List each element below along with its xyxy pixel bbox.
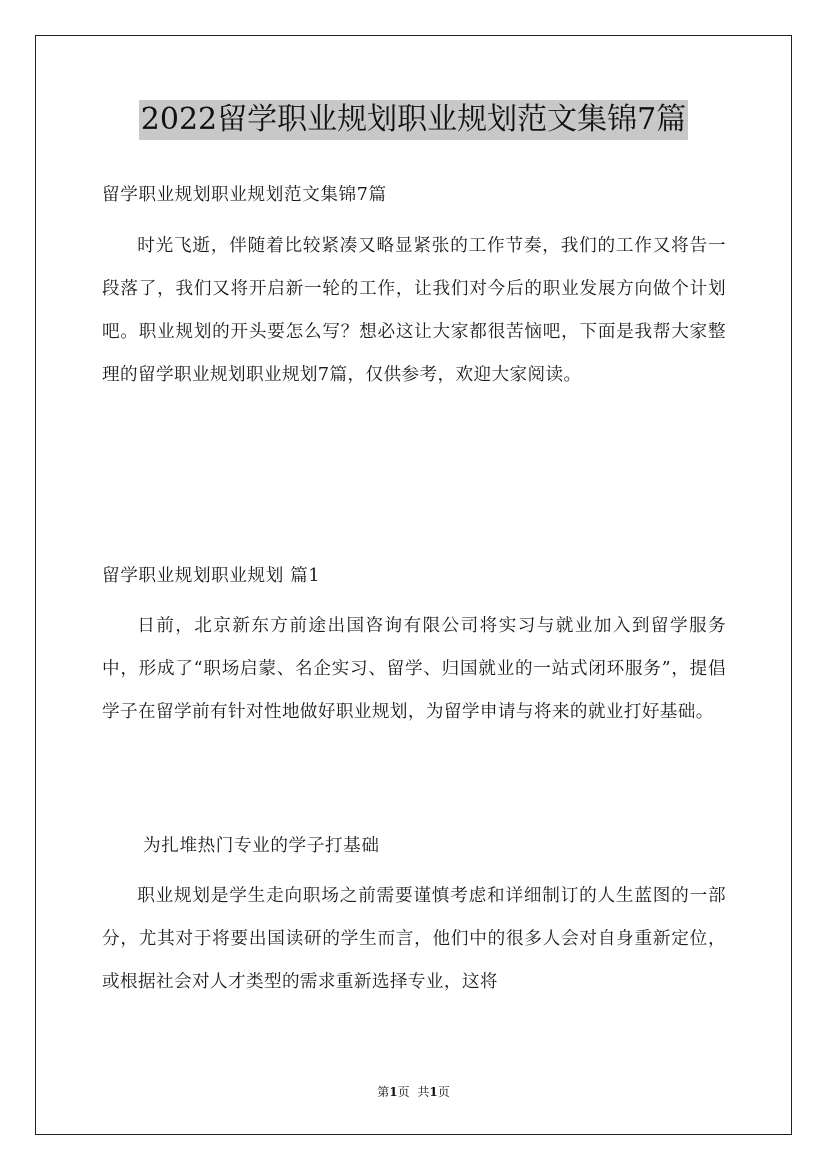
footer-total-suffix: 页 [437,1085,450,1099]
footer-total-number: 1 [429,1085,438,1099]
footer-page-suffix: 页 [397,1085,410,1099]
document-subtitle: 留学职业规划职业规划范文集锦7篇 [102,185,387,205]
footer-total-prefix: 共 [417,1085,430,1099]
section-heading: 留学职业规划职业规划 篇1 [102,566,321,586]
section-paragraph-1: 日前，北京新东方前途出国咨询有限公司将实习与就业加入到留学服务中，形成了“职场启蒙、名企实习、留学、归国就业的一站式闭环服务”，提倡学子在留学前有针对性地做好职业规划，为留学申请与将来的就业打好基础。 [102,616,726,722]
document-title: 2022留学职业规划职业规划范文集锦7篇 [139,100,688,140]
footer-page-prefix: 第 [377,1085,390,1099]
section-subheading: 为扎堆热门专业的学子打基础 [143,836,380,856]
intro-paragraph: 时光飞逝，伴随着比较紧凑又略显紧张的工作节奏，我们的工作又将告一段落了，我们又将开启新一轮的工作，让我们对今后的职业发展方向做个计划吧。职业规划的开头要怎么写？想必这让大家都很苦恼吧，下面是我帮大家整理的留学职业规划职业规划7篇，仅供参考，欢迎大家阅读。 [102,236,726,385]
footer-page-number: 1 [389,1085,398,1099]
page-footer [0,1083,827,1100]
title-container [0,100,827,140]
section-paragraph-2: 职业规划是学生走向职场之前需要谨慎考虑和详细制订的人生蓝图的一部分，尤其对于将要出国读研的学生而言，他们中的很多人会对自身重新定位，或根据社会对人才类型的需求重新选择专业，这将 [102,886,726,992]
